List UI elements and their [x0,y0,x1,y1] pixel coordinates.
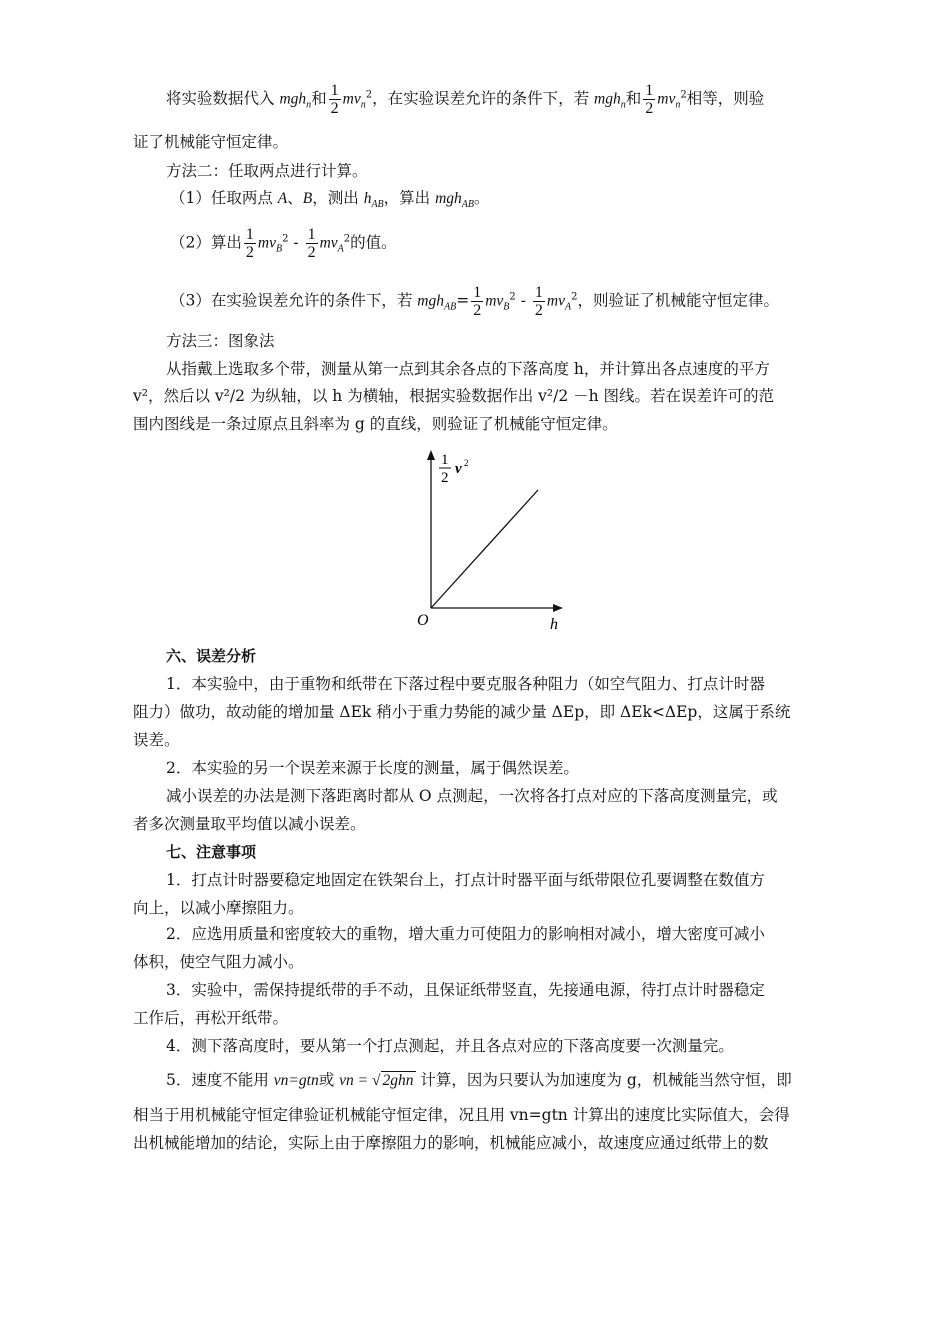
y-axis-arrow [427,450,435,460]
method2-heading: 方法二：任取两点进行计算。 [166,162,368,180]
sec7-title: 七、注意事项 [166,843,257,861]
sec7-p3-l2: 工作后，再松开纸带。 [133,1009,289,1027]
series-line [431,490,538,608]
y-label-sup: 2 [464,458,469,468]
y-label-den: 2 [441,470,449,486]
method3-line1: 从指戴上选取多个带，测量从第一点到其余各点的下落高度 h，并计算出各点速度的平方 [166,360,770,378]
sqrt-expression: √ 2ghn [371,1072,414,1089]
sec7-p3-l1: 3．实验中，需保持提纸带的手不动，且保证纸带竖直，先接通电源，待打点计时器稳定 [166,981,765,999]
sec7-p1-l1: 1．打点计时器要稳定地固定在铁架台上，打点计时器平面与纸带限位孔要调整在数值方 [166,871,765,889]
sec6-p1-l3: 误差。 [133,731,180,749]
sec7-p4: 4．测下落高度时，要从第一个打点测起，并且各点对应的下落高度要一次测量完。 [166,1037,734,1055]
sec6-p3-l1: 减小误差的办法是测下落距离时都从 O 点测起，一次将各打点对应的下落高度测量完，或 [166,787,778,805]
sec7-p2-l2: 体积，使空气阻力减小。 [133,953,304,971]
y-label-v: v [455,461,462,477]
v2-h-graph [405,448,575,638]
method3-line3: 围内图线是一条过原点且斜率为 g 的直线，则验证了机械能守恒定律。 [133,415,618,433]
method3-heading: 方法三：图象法 [166,332,275,350]
sec7-p5-l2: 相当于用机械能守恒定律验证机械能守恒定律，况且用 vn=gtn 计算出的速度比实际值大，会得 [133,1106,790,1124]
origin-label: O [417,612,429,629]
sec7-p5-l3: 出机械能增加的结论，实际上由于摩擦阻力的影响，机械能应减小，故速度应通过纸带上的数 [133,1134,769,1152]
sec6-p1-l1: 1．本实验中，由于重物和纸带在下落过程中要克服各种阻力（如空气阻力、打点计时器 [166,675,765,693]
sec6-title: 六、误差分析 [166,647,257,665]
sec6-p3-l2: 者多次测量取平均值以减小误差。 [133,815,366,833]
sec7-p5-l1: 5．速度不能用 vn=gtn或 vn = √ 2ghn 计算，因为只要认为加速度为 g，机械能当然守恒，即 [166,1066,856,1095]
sec6-p2: 2．本实验的另一个误差来源于长度的测量，属于偶然误差。 [166,759,579,777]
method2-step3: （3）在实验误差允许的条件下，若 mgh$_{AB}$= $\frac{1}{2}$ $mv_B^2$ - $\frac{1}{2}$ $mv_A^2$，则验证了机械能守恒定律。 [170,284,779,319]
x-axis-arrow [553,604,563,612]
half-fraction: $\frac{1}{2}$ [330,82,339,117]
sec7-p1-l2: 向上，以减小摩擦阻力。 [133,899,304,917]
sec7-p2-l1: 2．应选用质量和密度较大的重物，增大重力可使阻力的影响相对减小，增大密度可减小 [166,925,765,943]
method3-line2: v²，然后以 v²/2 为纵轴，以 h 为横轴，根据实验数据作出 v²/2 －h 图线。若在误差许可的范 [133,387,775,405]
para1-line2: 证了机械能守恒定律。 [133,133,289,151]
y-label-num: 1 [441,452,449,468]
method2-step2: （2）算出 $\frac{1}{2}$ $mv_B^2$ - $\frac{1}{2}$ $mv_A^2$的值。 [170,226,397,261]
para1-line1: 将实验数据代入 mgh$_n$和 $\frac{1}{2}$ $mv_n^2$，在实验误差允许的条件下，若 mgh$_n$和 $\frac{1}{2}$ $mv_n^2$相等，则验 [166,82,765,117]
method2-step1: （1）任取两点 A、B，测出 $h_{AB}$，算出 mgh$_{AB}$。 [170,189,490,211]
x-axis-label: h [550,616,558,633]
sec6-p1-l2: 阻力）做功，故动能的增加量 ΔEk 稍小于重力势能的减少量 ΔEp，即 ΔEk<ΔEp，这属于系统 [133,703,791,721]
